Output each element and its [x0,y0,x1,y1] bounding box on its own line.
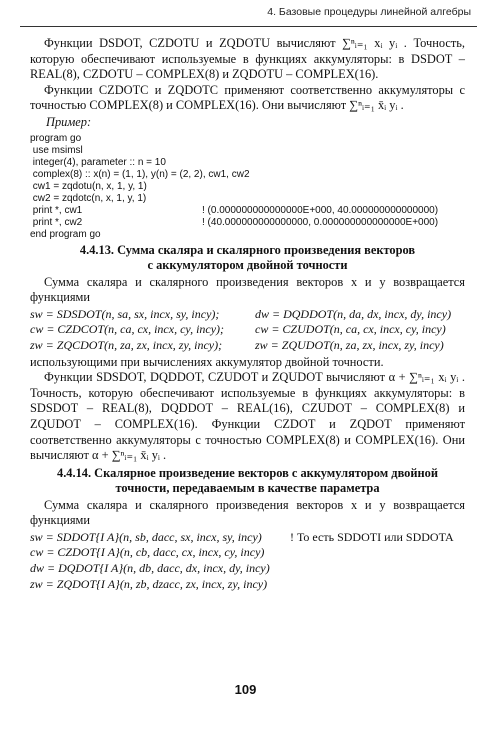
formula: cw = CZDOT{I A}(n, cb, dacc, cx, incx, cy, incy) [30,545,265,560]
header-rule [20,26,477,27]
formula-list [30,307,465,354]
code-text: end program go [30,228,101,240]
paragraph-czdotc: Функции CZDOTC и ZQDOTC применяют соответственно аккумуляторы с точностью COMPLEX(8) и COMPLEX(16). Они вычисляют ∑ⁿᵢ₌₁ x̄ᵢ yᵢ . [30,82,465,113]
section1-after: использующими при вычислениях аккумулятор двойной точности. [30,354,384,369]
formula: cw = CZDCOT(n, ca, cx, incx, cy, incy); [30,322,225,337]
code-text: cw1 = zqdotu(n, x, 1, y, 1) [30,180,147,192]
code-line [30,205,465,217]
section-title-line1: 4.4.14. Скалярное произведение векторов с аккумулятором двойной [57,465,438,480]
code-line [30,217,465,229]
code-text: cw2 = zqdotc(n, x, 1, y, 1) [30,192,147,204]
code-line [30,157,465,169]
section-heading-4-4-13 [30,243,465,273]
formula-list [30,530,465,592]
formula-row [30,577,465,593]
code-line [30,145,465,157]
code-comment: ! (40.000000000000000, 0.000000000000000E+000) [202,216,439,228]
code-line [30,169,465,181]
section1-paragraph: Функции SDSDOT, DQDDOT, CZUDOT и ZQUDOT вычисляют α + ∑ⁿᵢ₌₁ xᵢ yᵢ . Точность, которую обеспечивают используемые в функциях аккумуляторы: в SDSDOT – REAL(8), DQDDOT – REAL(16), CZUDOT – COMPLEX(8) и ZQUDOT – COMPLEX(16). Функции CZDOT и ZQDOT применяют соответственно аккумуляторы с точностью COMPLEX(8) и COMPLEX(16). Они вычисляют α + ∑ⁿᵢ₌₁ x̄ᵢ yᵢ . [30,370,465,463]
formula: sw = SDDOT{I A}(n, sb, dacc, sx, incx, sy, incy) [30,529,262,544]
code-text: print *, cw1 [30,204,83,216]
formula: zw = ZQDOT{I A}(n, zb, dzacc, zx, incx, zy, incy) [30,576,268,591]
code-text: use msimsl [30,144,83,156]
section-title-line1: 4.4.13. Сумма скаляра и скалярного произведения векторов [79,242,416,257]
code-line [30,193,465,205]
formula-row [30,530,465,546]
formula: zw = ZQUDOT(n, za, zx, incx, zy, incy) [255,337,444,352]
formula: dw = DQDDOT(n, da, dx, incx, dy, incy) [255,306,452,321]
formula-row [30,561,465,577]
section2-intro: Сумма скаляра и скалярного произведения векторов x и y возвращается функциями [30,497,465,528]
example-label: Пример: [46,114,92,129]
formula-row [30,307,465,323]
code-text: integer(4), parameter :: n = 10 [30,156,166,168]
code-text: program go [30,132,82,144]
formula-row [30,545,465,561]
formula-row [30,338,465,354]
page-content [30,36,465,593]
formula: dw = DQDOT{I A}(n, db, dacc, dx, incx, dy, incy) [30,561,270,576]
code-listing [30,133,465,241]
code-text: print *, cw2 [30,216,83,228]
formula: cw = CZUDOT(n, ca, cx, incx, cy, incy) [255,322,446,337]
formula-row [30,322,465,338]
section1-intro: Сумма скаляра и скалярного произведения векторов x и y возвращается функциями [30,274,465,305]
formula: zw = ZQCDOT(n, za, zx, incx, zy, incy); [30,337,223,352]
section-heading-4-4-14 [30,466,465,496]
code-text: complex(8) :: x(n) = (1, 1), y(n) = (2, 2), cw1, cw2 [30,168,250,180]
code-line [30,181,465,193]
running-header: 4. Базовые процедуры линейной алгебры [267,6,471,18]
code-line [30,229,465,241]
page-number: 109 [234,682,257,697]
section-title-line2: с аккумулятором двойной точности [147,257,348,272]
formula: sw = SDSDOT(n, sa, sx, incx, sy, incy); [30,306,220,321]
section-title-line2: точности, передаваемым в качестве параметра [115,480,380,495]
code-comment: ! (0.000000000000000E+000, 40.000000000000000) [202,204,439,216]
paragraph-dsdot: Функции DSDOT, CZDOTU и ZQDOTU вычисляют ∑ⁿᵢ₌₁ xᵢ yᵢ . Точность, которую обеспечивают используемые в функциях аккумуляторы: в DSDOT – REAL(8), CZDOTU – COMPLEX(8) и ZQDOTU – COMPLEX(16). [30,36,465,82]
formula-note: ! То есть SDDOTI или SDDOTA [290,529,454,544]
code-line [30,133,465,145]
